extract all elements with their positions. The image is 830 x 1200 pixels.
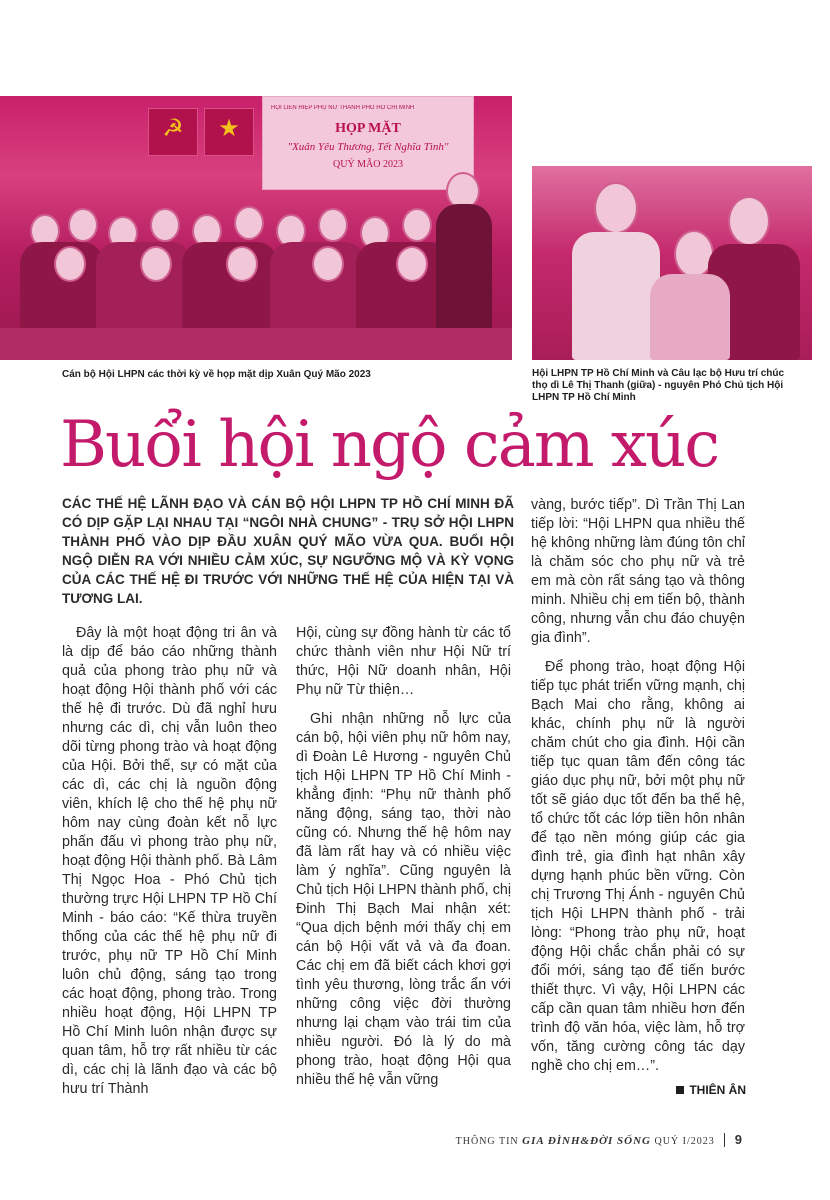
author-name: THIÊN ÂN [689,1083,746,1097]
square-bullet-icon [676,1086,684,1094]
page-number: 9 [734,1132,742,1147]
banner-title: HỌP MẶT [335,121,401,136]
national-flag: ★ [204,108,254,156]
paragraph: Đây là một hoạt động tri ân và là dịp để báo cáo những thành quả của phong trào phụ nữ và hoạt động Hội thành phố với các thế hệ đi trước. Dù đã nghỉ hưu nhưng các dì, chị vẫn luôn theo dõi từng phong trào và hoạt động của Hội. Bởi thế, sự có mặt của các dì, các chị là nguồn động viên, khích lệ cho thế hệ phụ nữ hôm nay cùng đoàn kết nỗ lực phấn đấu vì phong trào phụ nữ, hoạt động Hội thành phố. Bà Lâm Thị Ngọc Hoa - Phó Chủ tịch thường trực Hội LHPN TP Hồ Chí Minh - báo cáo: “Kế thừa truyền thống của các thế hệ phụ nữ đi trước, phụ nữ TP Hồ Chí Minh luôn chủ động, sáng tạo trong các hoạt động, phong trào. Trong nhiều hoạt động, Hội LHPN TP Hồ Chí Minh luôn nhận được sự quan tâm, hỗ trợ rất nhiều từ các dì, các chị là lãnh đạo và các bộ hưu trí Thành [62,625,277,1097]
side-photo-caption: Hội LHPN TP Hồ Chí Minh và Câu lạc bộ Hưu trí chúc thọ dì Lê Thị Thanh (giữa) - nguyên Phó Chủ tịch Hội LHPN TP Hồ Chí Minh [532,368,785,403]
paragraph: Ghi nhận những nỗ lực của cán bộ, hội viên phụ nữ hôm nay, dì Đoàn Lê Hương - nguyên Chủ tịch Hội LHPN TP Hồ Chí Minh - khẳng định: “Phụ nữ thành phố năng động, sáng tạo, thời nào cũng có. Nhưng thế hệ hôm nay đã làm rất hay và có nhiều việc làm ý nghĩa”. Cũng nguyên là Chủ tịch Hội LHPN thành phố, chị Đinh Thị Bạch Mai nhận xét: “Qua dịch bệnh mới thấy chị em cán bộ Hội vất vả và đa đoan. Các chị em đã biết cách khơi gợi tình yêu thương, lòng trắc ẩn với những công việc đời thường nhưng lại chạm vào trái tim của nhiều người. Đó là lý do mà phong trào, hoạt động Hội qua nhiều thế hệ vẫn vững [296,711,511,1088]
banner-subtitle: "Xuân Yêu Thương, Tết Nghĩa Tình" [287,141,449,153]
party-flag: ☭ [148,108,198,156]
banner-year: QUÝ MÃO 2023 [333,159,403,170]
byline [660,1083,746,1097]
footer-divider [724,1133,725,1147]
paragraph: Để phong trào, hoạt động Hội tiếp tục phát triển vững mạnh, chị Bạch Mai cho rằng, không ai khác, chính phụ nữ là người chăm chút cho gia đình. Hội cần tiếp tục quan tâm đến công tác giáo dục phụ nữ, bởi một phụ nữ tốt sẽ giáo dục tốt đến ba thế hệ, tổ chức tốt các lớp tiền hôn nhân để tạo nền móng giúp các gia đình trẻ, gia đình hạt nhân xây dựng hạnh phúc bền vững. Còn chị Trương Thị Ánh - nguyên Chủ tịch Hội LHPN thành phố - trải lòng: “Phong trào phụ nữ, hoạt động Hội chắc chắn phải có sự đổi mới, sáng tạo để tiến bước thiết thực. Vì vậy, Hội LHPN các cấp cần quan tâm nhiều hơn đến trình độ văn hóa, việc làm, hỗ trợ vốn, tăng cường công tác dạy nghề cho chị em…”. [531,659,745,1074]
main-photo-caption: Cán bộ Hội LHPN các thời kỳ về họp mặt dịp Xuân Quý Mão 2023 [62,369,371,380]
event-banner [262,96,474,190]
group-photo [0,96,512,360]
footer-issue: QUÝ I/2023 [654,1136,715,1147]
article-lead: CÁC THẾ HỆ LÃNH ĐẠO VÀ CÁN BỘ HỘI LHPN TP HỒ CHÍ MINH ĐÃ CÓ DỊP GẶP LẠI NHAU TẠI “NGÔI NHÀ CHUNG” - TRỤ SỞ HỘI LHPN THÀNH PHỐ VÀO DỊP ĐẦU XUÂN QUÝ MÃO VỪA QUA. BUỔI HỘI NGỘ DIỄN RA VỚI NHIỀU CẢM XÚC, SỰ NGƯỠNG MỘ VÀ KỲ VỌNG CỦA CÁC THẾ HỆ ĐI TRƯỚC VỚI NHỮNG THẾ HỆ CỦA HIỆN TẠI VÀ TƯƠNG LAI. [62,496,514,606]
article-column-2 [296,624,511,1090]
footer-brand: GIA ĐÌNH&ĐỜI SỐNG [522,1135,651,1147]
page-footer [420,1132,742,1152]
article-column-1 [62,624,277,1099]
celebration-photo [532,166,812,360]
paragraph: Hội, cùng sự đồng hành từ các tổ chức thành viên như Hội Nữ trí thức, Hội Nữ doanh nhân, Hội Phụ nữ Từ thiện… [296,625,511,698]
footer-prefix: THÔNG TIN [455,1136,519,1147]
banner-org: HỘI LIÊN HIỆP PHỤ NỮ THÀNH PHỐ HỒ CHÍ MINH [271,105,415,111]
paragraph: vàng, bước tiếp”. Dì Trần Thị Lan tiếp lời: “Hội LHPN qua nhiều thế hệ không những làm đúng tôn chỉ là chăm sóc cho phụ nữ và trẻ em mà còn rất sáng tạo và thông minh. Nhiều chị em tiến bộ, thành công, nhưng vẫn chu đáo chuyện gia đình”. [531,497,745,646]
article-column-3 [531,496,745,1076]
article-headline: Buổi hội ngộ cảm xúc [60,408,719,482]
